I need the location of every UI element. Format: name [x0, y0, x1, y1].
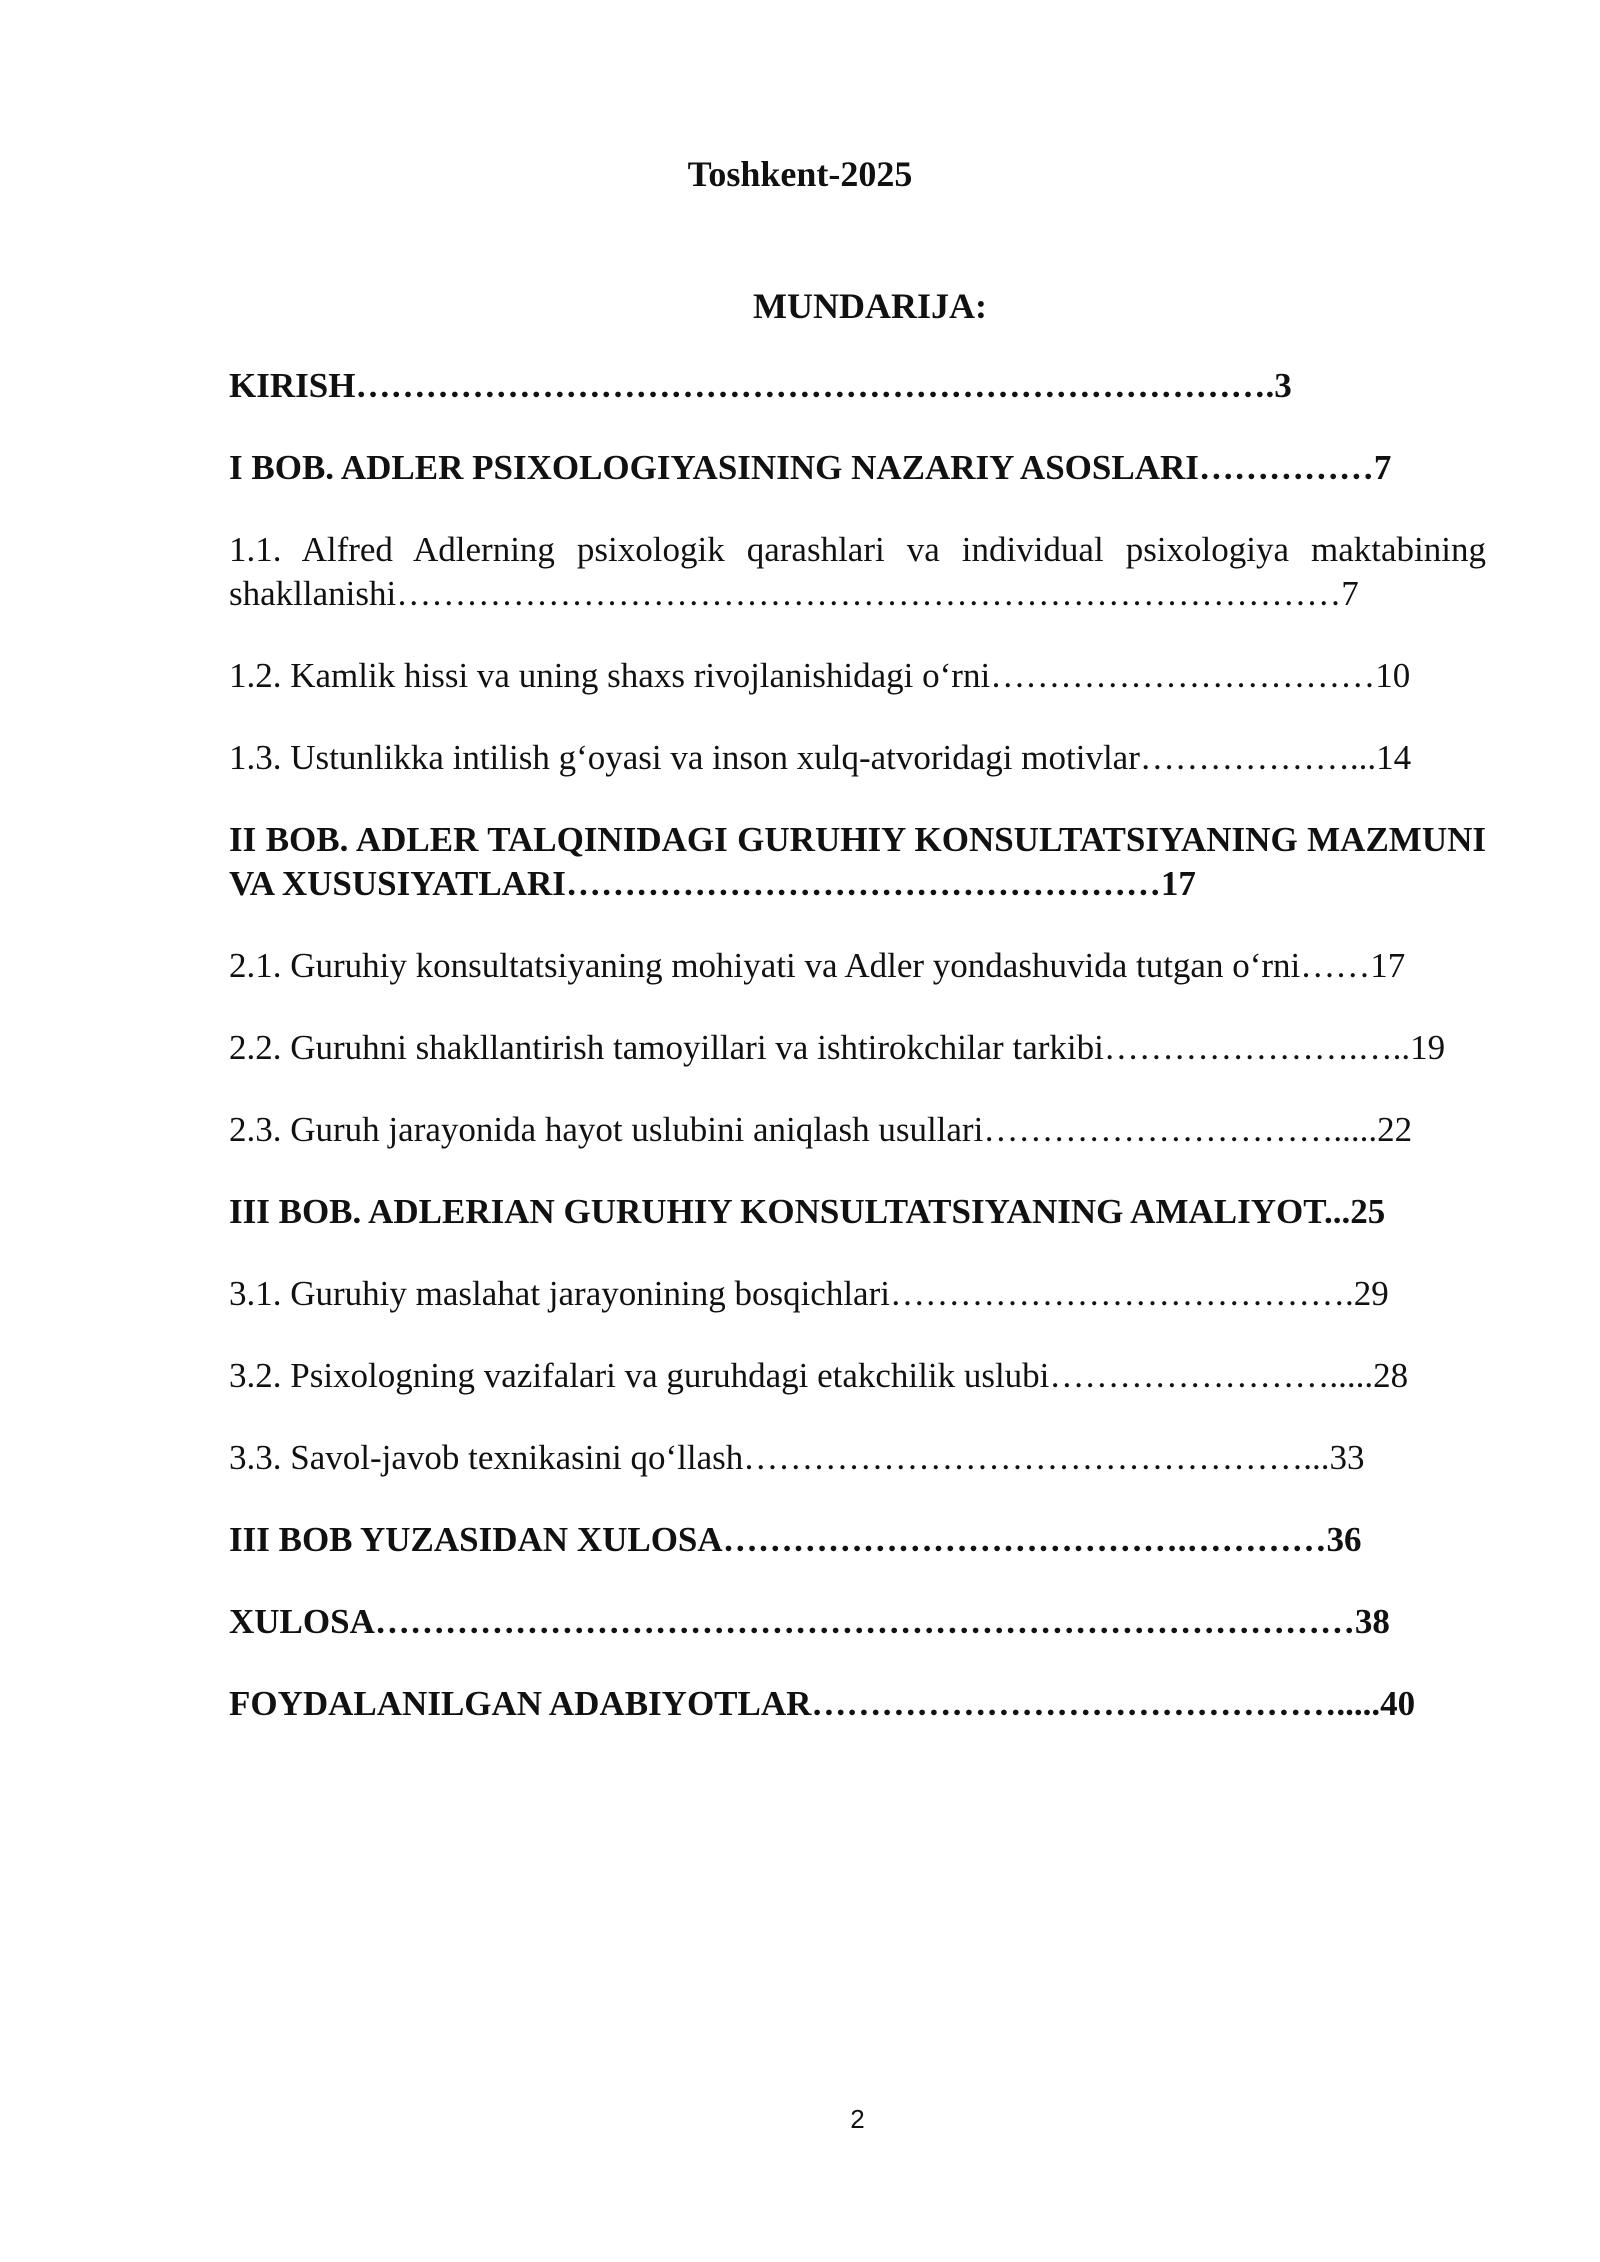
toc-entry-title: XULOSA	[229, 1602, 375, 1641]
toc-entry-title: KIRISH	[229, 366, 356, 405]
toc-entry-leader: ………………………………………………………………………	[396, 574, 1342, 613]
toc-entry-chapter-3	[229, 1190, 1486, 1234]
toc-entry-1-1	[229, 528, 1486, 616]
toc-entry-title: 1.3. Ustunlikka intilish g‘oyasi va inson xulq-atvoridagi motivlar	[229, 738, 1140, 777]
toc-entry-leader: ……………	[1198, 448, 1374, 487]
toc-entry-kirish	[229, 364, 1486, 408]
toc-entry-title: 2.3. Guruh jarayonida hayot uslubini aniqlash usullari	[229, 1110, 984, 1149]
toc-entry-page: 40	[1380, 1684, 1416, 1723]
toc-entry-chapter-2	[229, 818, 1486, 906]
toc-entry-page: 17	[1160, 864, 1196, 903]
toc-entry-page: 38	[1354, 1602, 1390, 1641]
toc-entry-leader: …………………………………………………………………………	[374, 1602, 1355, 1641]
toc-entry-page: 36	[1326, 1520, 1362, 1559]
toc-entry-title: 3.1. Guruhiy maslahat jarayonining bosqichlari	[229, 1274, 890, 1313]
city-year-heading: Toshkent-2025	[687, 154, 913, 194]
toc-entry-page: 10	[1375, 656, 1411, 695]
toc-entry-page: 7	[1341, 574, 1359, 613]
toc-entry-leader: ……………………………	[990, 656, 1376, 695]
toc-entry-bibliography	[229, 1682, 1486, 1726]
toc-entry-title: III BOB YUZASIDAN XULOSA	[229, 1520, 723, 1559]
toc-entry-chapter-1	[229, 446, 1486, 490]
toc-entry-page: 28	[1373, 1356, 1409, 1395]
toc-entry-leader: ………………………………….	[889, 1274, 1354, 1313]
toc-entry-page: 19	[1410, 1028, 1446, 1067]
toc-entry-title: FOYDALANILGAN ADABIYOTLAR	[229, 1684, 812, 1723]
toc-entry-page: 22	[1377, 1110, 1413, 1149]
toc-entry-leader: …………………………………………………………………….	[355, 366, 1275, 405]
toc-entry-leader: ...	[1323, 1192, 1351, 1231]
toc-entry-leader: ………………………………….…………	[722, 1520, 1327, 1559]
toc-entry-1-2	[229, 654, 1486, 698]
toc-entry-title: I BOB. ADLER PSIXOLOGIYASINING NAZARIY ASOSLARI	[229, 448, 1199, 487]
toc-entry-leader: ……	[1300, 946, 1371, 985]
toc-entry-page: 7	[1373, 448, 1392, 487]
toc-entry-page: 3	[1274, 366, 1292, 405]
toc-heading: MUNDARIJA:	[753, 286, 987, 326]
toc-entry-3-1	[229, 1272, 1486, 1316]
toc-entry-page: 29	[1353, 1274, 1389, 1313]
toc-entry-3-3	[229, 1436, 1486, 1480]
toc-entry-title: 2.1. Guruhiy konsultatsiyaning mohiyati va Adler yondashuvida tutgan o‘rni	[229, 946, 1301, 985]
page-number: 2	[850, 2104, 865, 2134]
toc-entry-title: III BOB. ADLERIAN GURUHIY KONSULTATSIYANING AMALIYOT	[229, 1192, 1324, 1231]
toc-entry-1-3	[229, 736, 1486, 780]
toc-entry-xulosa	[229, 1600, 1486, 1644]
toc-entry-2-3	[229, 1108, 1486, 1152]
table-of-contents	[229, 364, 1486, 1764]
toc-entry-leader: ………………………….....	[983, 1110, 1378, 1149]
toc-entry-title: 1.1. Alfred Adlerning psixologik qarashlari va individual psixologiya maktabining shakllanishi	[229, 530, 1486, 613]
toc-entry-leader: …………………………………………...	[743, 1438, 1330, 1477]
toc-entry-leader: ……………………………………….....	[811, 1684, 1381, 1723]
toc-entry-3-2	[229, 1354, 1486, 1398]
toc-entry-title: 2.2. Guruhni shakllantirish tamoyillari va ishtirokchilar tarkibi	[229, 1028, 1104, 1067]
toc-entry-2-1	[229, 944, 1486, 988]
toc-entry-page: 25	[1350, 1192, 1386, 1231]
toc-entry-page: 33	[1329, 1438, 1365, 1477]
toc-entry-leader: ………………...	[1139, 738, 1377, 777]
toc-entry-title: 3.3. Savol-javob texnikasini qo‘llash	[229, 1438, 744, 1477]
toc-entry-chapter-3-conclusion	[229, 1518, 1486, 1562]
toc-entry-title: 1.2. Kamlik hissi va uning shaxs rivojlanishidagi o‘rni	[229, 656, 991, 695]
toc-entry-leader: ……………………………………………	[565, 864, 1161, 903]
toc-entry-page: 17	[1370, 946, 1406, 985]
toc-entry-title: 3.2. Psixologning vazifalari va guruhdagi etakchilik uslubi	[229, 1356, 1050, 1395]
toc-entry-leader: ………………….…..	[1103, 1028, 1411, 1067]
toc-entry-page: 14	[1376, 738, 1412, 777]
toc-entry-leader: …………………….....	[1049, 1356, 1374, 1395]
toc-entry-2-2	[229, 1026, 1486, 1070]
toc-entry-title: II BOB. ADLER TALQINIDAGI GURUHIY KONSULTATSIYANING MAZMUNI VA XUSUSIYATLARI	[229, 820, 1486, 903]
